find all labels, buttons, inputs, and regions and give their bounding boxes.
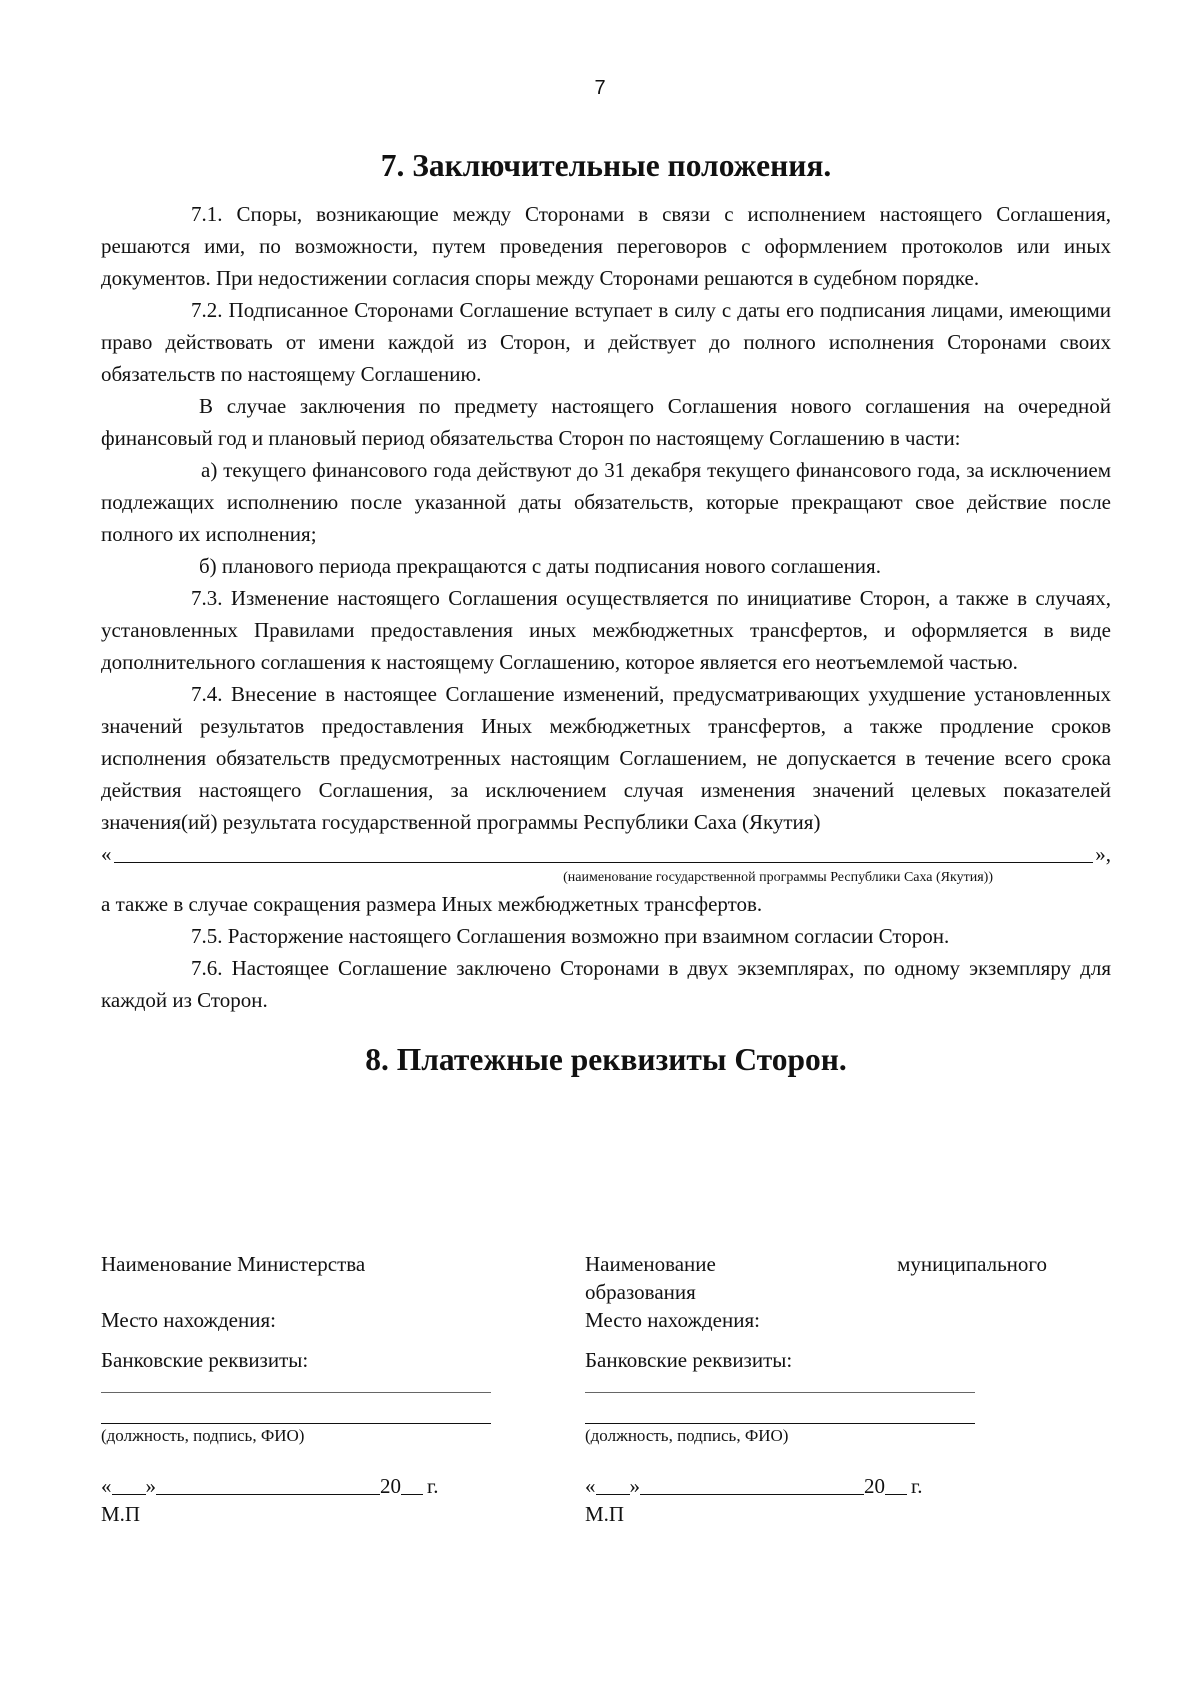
- ministry-bank-label: Банковские реквизиты:: [101, 1348, 309, 1372]
- date-year-suffix: г.: [911, 1474, 923, 1498]
- clause-7-4-end: а также в случае сокращения размера Иных межбюджетных трансфертов.: [101, 892, 763, 916]
- ministry-details: [101, 1250, 521, 1528]
- clause-7-5: 7.5. Расторжение настоящего Соглашения возможно при взаимном согласии Сторон.: [191, 924, 950, 948]
- municipality-name-word-2: муниципального: [897, 1252, 1047, 1276]
- municipality-name-word-3: образования: [585, 1280, 696, 1304]
- section-7: [101, 150, 1111, 1092]
- section-7-title: 7. Заключительные положения.: [380, 148, 832, 183]
- municipality-signature-caption: (должность, подпись, ФИО): [585, 1426, 789, 1445]
- date-day-blank: [596, 1474, 630, 1495]
- ministry-stamp: М.П: [101, 1502, 141, 1526]
- clause-7-4: 7.4. Внесение в настоящее Соглашение изменений, предусматривающих ухудшение установленных значений результатов предоставления Иных межбюджетных трансфертов, а также продление сроков исполнения обязательств предусмотренных настоящим Соглашением, не допускается в течение всего срока действия настоящего Соглашения, за исключением случая изменения значений целевых показателей значения(ий) результата государственной программы Республики Саха (Якутия): [101, 682, 1111, 834]
- municipality-bank-line: [585, 1374, 975, 1393]
- ministry-location-label: Место нахождения:: [101, 1308, 276, 1332]
- ministry-date: [101, 1472, 521, 1500]
- clause-7-2-new-agreement: В случае заключения по предмету настоящего Соглашения нового соглашения на очередной финансовый год и плановый период обязательства Сторон по настоящему Соглашению в части:: [101, 394, 1111, 450]
- quote-open: «: [101, 842, 112, 866]
- municipality-stamp: М.П: [585, 1502, 625, 1526]
- ministry-signature-line: [101, 1393, 491, 1424]
- clause-7-2: 7.2. Подписанное Сторонами Соглашение вступает в силу с даты его подписания лицами, имеющими право действовать от имени каждой из Сторон, и действует до полного исполнения Сторонами своих обязательств по настоящему Соглашению.: [101, 298, 1111, 386]
- date-quote-close: »: [629, 1474, 640, 1498]
- municipality-name-word-1: Наименование: [585, 1252, 716, 1276]
- date-year-blank: [401, 1474, 423, 1495]
- municipality-bank-label: Банковские реквизиты:: [585, 1348, 793, 1372]
- date-year: 20: [864, 1474, 885, 1498]
- quote-close: »,: [1095, 842, 1111, 866]
- clause-item-b: б) планового периода прекращаются с даты подписания нового соглашения.: [199, 554, 881, 578]
- clause-7-3: 7.3. Изменение настоящего Соглашения осуществляется по инициативе Сторон, а также в случаях, установленных Правилами предоставления иных межбюджетных трансфертов, и оформляется в виде дополнительного соглашения к настоящему Соглашению, которое является его неотъемлемой частью.: [101, 586, 1111, 674]
- date-month-blank: [640, 1474, 864, 1495]
- ministry-signature-caption: (должность, подпись, ФИО): [101, 1426, 305, 1445]
- ministry-name-label: Наименование Министерства: [101, 1252, 366, 1276]
- date-year-blank: [885, 1474, 907, 1495]
- ministry-bank-line: [101, 1374, 491, 1393]
- page-number: 7: [594, 77, 606, 99]
- municipality-location-label: Место нахождения:: [585, 1308, 760, 1332]
- clause-item-a: а) текущего финансового года действуют до 31 декабря текущего финансового года, за исключением подлежащих исполнению после указанной даты обязательств, которые прекращают свое действие после полного их исполнения;: [101, 458, 1111, 546]
- program-name-caption: (наименование государственной программы Республики Саха (Якутия)): [563, 870, 993, 885]
- clause-7-1: 7.1. Споры, возникающие между Сторонами в связи с исполнением настоящего Соглашения, решаются ими, по возможности, путем проведения переговоров с оформлением протоколов или иных документов. При недостижении согласия споры между Сторонами решаются в судебном порядке.: [101, 202, 1111, 290]
- date-month-blank: [156, 1474, 380, 1495]
- municipality-details: [585, 1250, 1055, 1528]
- program-name-blank: [101, 838, 1111, 870]
- date-quote-open: «: [101, 1474, 112, 1498]
- date-year-suffix: г.: [427, 1474, 439, 1498]
- date-quote-open: «: [585, 1474, 596, 1498]
- program-name-underline: [114, 862, 1094, 863]
- municipality-signature-line: [585, 1393, 975, 1424]
- date-day-blank: [112, 1474, 146, 1495]
- municipality-date: [585, 1472, 1055, 1500]
- date-year: 20: [380, 1474, 401, 1498]
- clause-7-6: 7.6. Настоящее Соглашение заключено Сторонами в двух экземплярах, по одному экземпляру для каждой из Сторон.: [101, 956, 1111, 1012]
- section-8-title: 8. Платежные реквизиты Сторон.: [365, 1042, 847, 1077]
- date-quote-close: »: [145, 1474, 156, 1498]
- municipality-name-label: [585, 1250, 1047, 1278]
